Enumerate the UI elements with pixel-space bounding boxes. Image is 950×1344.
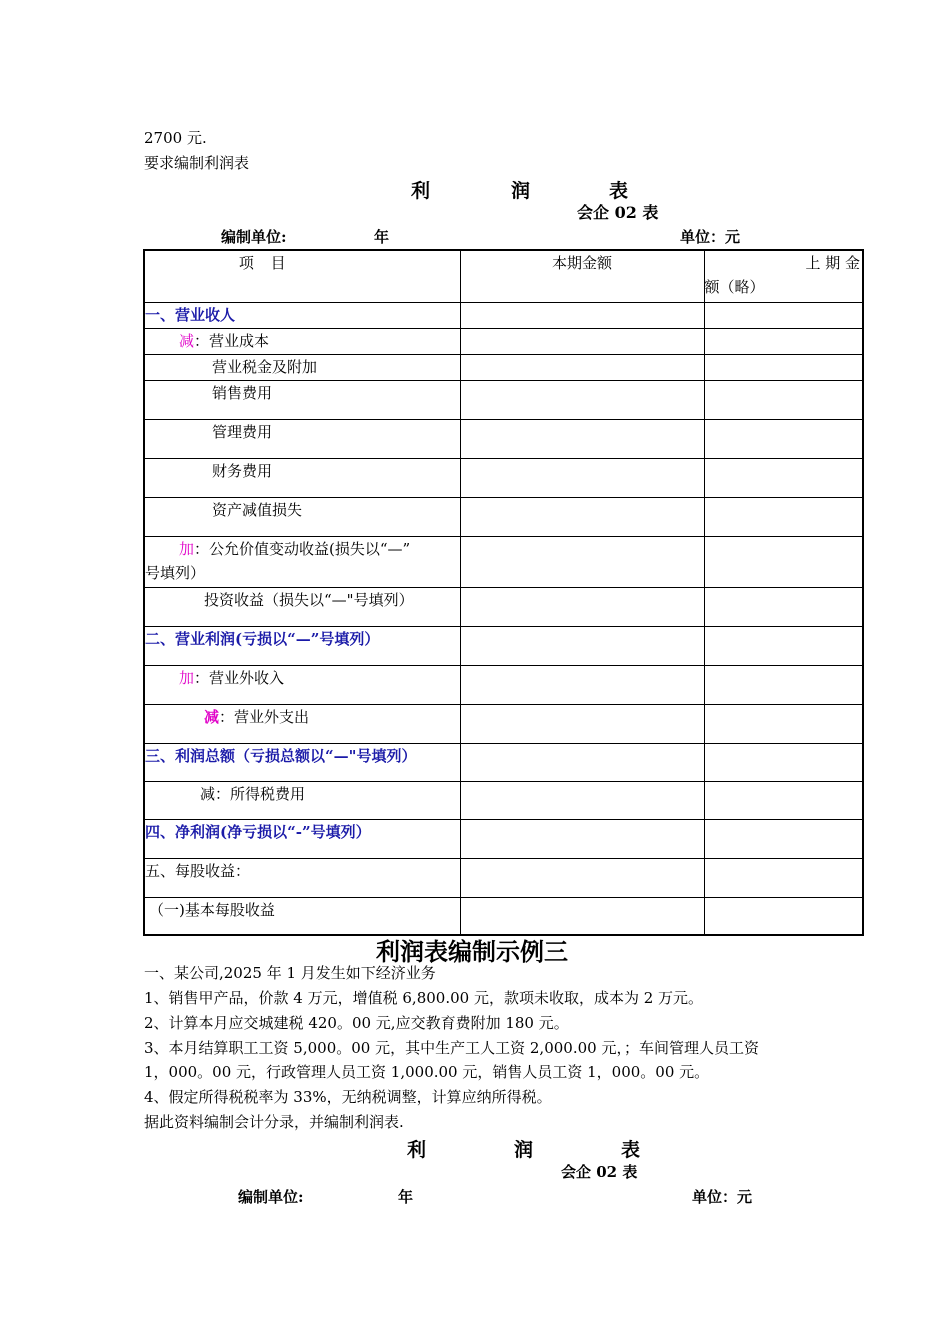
table-row xyxy=(144,497,863,536)
statement2-title-char-3: 表 xyxy=(621,1139,641,1161)
statement1-form-code: 会企 02 表 xyxy=(577,203,659,222)
statement2-title-char-1: 利 xyxy=(407,1139,427,1161)
statement1-year: 年 xyxy=(374,228,390,246)
table-row xyxy=(144,704,863,743)
table-row xyxy=(144,328,863,354)
table-row xyxy=(144,819,863,858)
table-row xyxy=(144,458,863,497)
income-statement-table xyxy=(143,249,864,936)
intro-line-2: 要求编制利润表 xyxy=(144,154,250,172)
table-row xyxy=(144,743,863,781)
row-eps: 五、每股收益： xyxy=(144,858,460,897)
example3-line-3: 2、计算本月应交城建税 420。00 元,应交教育费附加 180 元。 xyxy=(144,1014,569,1032)
row-non-operating-expense: 减：营业外支出 xyxy=(144,704,460,743)
table-row xyxy=(144,897,863,935)
example3-title: 利润表编制示例三 xyxy=(376,937,568,966)
statement1-title-char-2: 润 xyxy=(511,180,531,202)
table-row xyxy=(144,781,863,819)
row-finance-expense: 财务费用 xyxy=(144,458,460,497)
row-total-profit: 三、利润总额（亏损总额以“—"号填列） xyxy=(144,743,460,781)
header-item: 项 目 xyxy=(144,250,460,302)
table-row xyxy=(144,858,863,897)
example3-line-1: 一、某公司,2025 年 1 月发生如下经济业务 xyxy=(144,964,436,982)
table-row xyxy=(144,302,863,328)
statement1-title-char-3: 表 xyxy=(609,180,629,202)
table-row xyxy=(144,626,863,665)
statement2-form-code: 会企 02 表 xyxy=(561,1163,638,1181)
table-header-row xyxy=(144,250,863,302)
statement2-unit: 单位：元 xyxy=(692,1188,753,1206)
header-prior: 上 期 金 额（略） xyxy=(704,250,863,302)
row-investment-income: 投资收益（损失以“—"号填列） xyxy=(144,587,460,626)
example3-line-4: 3、本月结算职工工资 5,000。00 元，其中生产工人工资 2,000.00 元，；车间管理人员工资 xyxy=(144,1039,759,1057)
table-row xyxy=(144,665,863,704)
row-fair-value-change: 加：公允价值变动收益(损失以“—” 号填列） xyxy=(144,536,460,587)
example3-line-2: 1、销售甲产品，价款 4 万元，增值税 6,800.00 元，款项未收取，成本为 2 万元。 xyxy=(144,989,704,1007)
row-selling-expense: 销售费用 xyxy=(144,380,460,419)
row-admin-expense: 管理费用 xyxy=(144,419,460,458)
row-revenue: 一、营业收人 xyxy=(144,302,460,328)
header-current: 本期金额 xyxy=(460,250,704,302)
statement1-prep-unit: 编制单位: xyxy=(221,228,287,246)
table-row xyxy=(144,419,863,458)
row-impairment-loss: 资产减值损失 xyxy=(144,497,460,536)
table-row xyxy=(144,587,863,626)
row-cost: 减：营业成本 xyxy=(144,328,460,354)
row-operating-profit: 二、营业利润(亏损以“—”号填列） xyxy=(144,626,460,665)
statement2-title-char-2: 润 xyxy=(514,1139,534,1161)
example3-line-5: 1，000。00 元，行政管理人员工资 1,000.00 元，销售人员工资 1，000。00 元。 xyxy=(144,1063,710,1081)
table-row xyxy=(144,536,863,587)
row-income-tax: 减：所得税费用 xyxy=(144,781,460,819)
intro-line-1: 2700 元. xyxy=(144,129,207,147)
row-tax-surcharges: 营业税金及附加 xyxy=(144,354,460,380)
statement2-prep-unit: 编制单位: xyxy=(238,1188,304,1206)
row-basic-eps: （一)基本每股收益 xyxy=(144,897,460,935)
table-row xyxy=(144,354,863,380)
statement1-unit: 单位：元 xyxy=(680,228,741,246)
statement1-title-char-1: 利 xyxy=(411,180,431,202)
example3-line-6: 4、假定所得税税率为 33%，无纳税调整，计算应纳所得税。 xyxy=(144,1088,552,1106)
table-row xyxy=(144,380,863,419)
row-non-operating-income: 加：营业外收入 xyxy=(144,665,460,704)
statement2-year: 年 xyxy=(398,1188,414,1206)
example3-line-7: 据此资料编制会计分录，并编制利润表. xyxy=(144,1113,404,1131)
row-net-profit: 四、净利润(净亏损以“-”号填列） xyxy=(144,819,460,858)
